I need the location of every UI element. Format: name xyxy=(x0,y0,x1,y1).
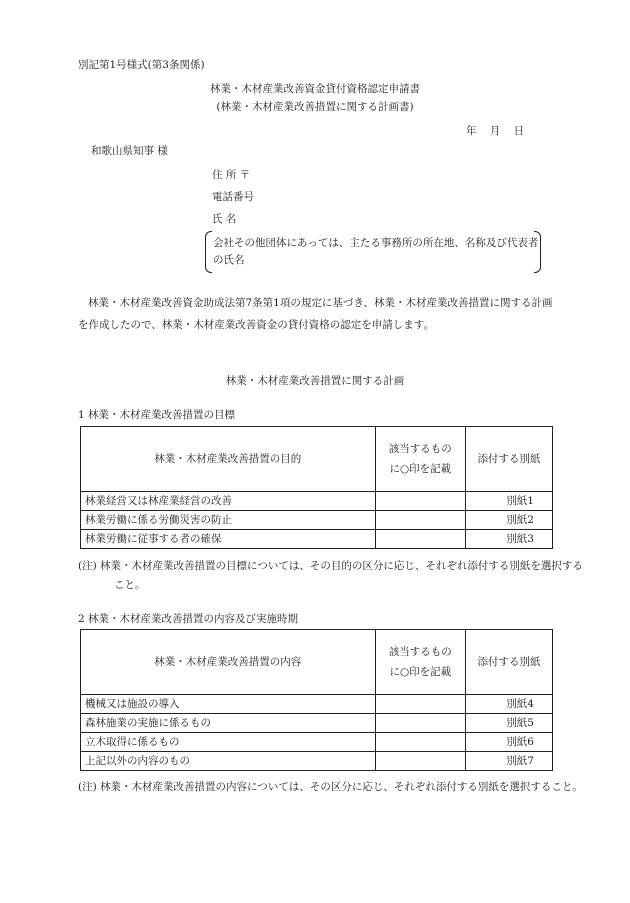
check-cell[interactable] xyxy=(375,530,466,549)
attachment-cell: 別紙2 xyxy=(466,511,553,530)
section1-note: (注) 林業・木材産業改善措置の目標については、その目的の区分に応じ、それぞれ添付する別紙を選択すること。 xyxy=(78,560,583,591)
attachment-cell: 別紙4 xyxy=(466,695,553,714)
application-statement: 林業・木材産業改善資金助成法第7条第1項の規定に基づき、林業・木材産業改善措置に関する計画を作成したので、林業・木材産業改善資金の貸付資格の認定を申請します。 xyxy=(78,297,553,331)
goal-table xyxy=(80,426,553,549)
check-column-header xyxy=(375,427,466,492)
row-label: 林業経営又は林産業経営の改善 xyxy=(81,492,376,511)
left-bracket xyxy=(205,231,212,273)
check-header-line1: 該当するもの xyxy=(388,443,452,455)
phone-label: 電話番号 xyxy=(212,191,254,203)
attachment-cell: 別紙7 xyxy=(466,752,553,771)
organization-note xyxy=(205,231,541,273)
table-row xyxy=(81,714,553,733)
check-cell[interactable] xyxy=(375,511,466,530)
table-row xyxy=(81,752,553,771)
table-row xyxy=(81,492,553,511)
form-number: 別記第1号様式(第3条関係) xyxy=(78,59,205,71)
table-row xyxy=(81,733,553,752)
document-subtitle: (林業・木材産業改善措置に関する計画書) xyxy=(216,101,414,113)
check-cell[interactable] xyxy=(375,714,466,733)
row-label: 林業労働に従事する者の確保 xyxy=(81,530,376,549)
check-cell[interactable] xyxy=(375,492,466,511)
row-label: 森林施業の実施に係るもの xyxy=(81,714,376,733)
plan-heading: 林業・木材産業改善措置に関する計画 xyxy=(225,375,405,387)
check-cell[interactable] xyxy=(375,752,466,771)
table-header-row xyxy=(81,630,553,695)
check-header-line2: に○印を記載 xyxy=(389,666,452,678)
check-cell[interactable] xyxy=(375,695,466,714)
addressee: 和歌山県知事 様 xyxy=(91,145,168,157)
content-column-header: 林業・木材産業改善措置の内容 xyxy=(81,630,376,695)
check-column-header xyxy=(375,630,466,695)
row-label: 上記以外の内容のもの xyxy=(81,752,376,771)
attachment-cell: 別紙1 xyxy=(466,492,553,511)
name-label: 氏 名 xyxy=(212,213,237,225)
check-header-line2: に○印を記載 xyxy=(389,463,452,475)
section2-note: (注) 林業・木材産業改善措置の内容については、その区分に応じ、それぞれ添付する別紙を選択すること。 xyxy=(78,781,583,793)
content-table xyxy=(80,629,553,771)
attachment-cell: 別紙3 xyxy=(466,530,553,549)
check-header-line1: 該当するもの xyxy=(388,646,452,658)
attachment-column-header: 添付する別紙 xyxy=(466,630,553,695)
attachment-column-header: 添付する別紙 xyxy=(466,427,553,492)
document-title: 林業・木材産業改善資金貸付資格認定申請書 xyxy=(210,83,420,95)
section2-heading: 2 林業・木材産業改善措置の内容及び実施時期 xyxy=(78,613,299,625)
row-label: 立木取得に係るもの xyxy=(81,733,376,752)
attachment-cell: 別紙5 xyxy=(466,714,553,733)
purpose-column-header: 林業・木材産業改善措置の目的 xyxy=(81,427,376,492)
table-row xyxy=(81,511,553,530)
table-row xyxy=(81,695,553,714)
address-label: 住 所 〒 xyxy=(212,169,251,181)
row-label: 機械又は施設の導入 xyxy=(81,695,376,714)
section1-heading: 1 林業・木材産業改善措置の目標 xyxy=(78,409,236,421)
right-bracket xyxy=(534,231,541,273)
table-header-row xyxy=(81,427,553,492)
row-label: 林業労働に係る労働災害の防止 xyxy=(81,511,376,530)
organization-note-text: 会社その他団体にあっては、主たる事務所の所在地、名称及び代表者の氏名 xyxy=(213,237,539,266)
attachment-cell: 別紙6 xyxy=(466,733,553,752)
check-cell[interactable] xyxy=(375,733,466,752)
table-row xyxy=(81,530,553,549)
date-line: 年 月 日 xyxy=(466,125,525,137)
